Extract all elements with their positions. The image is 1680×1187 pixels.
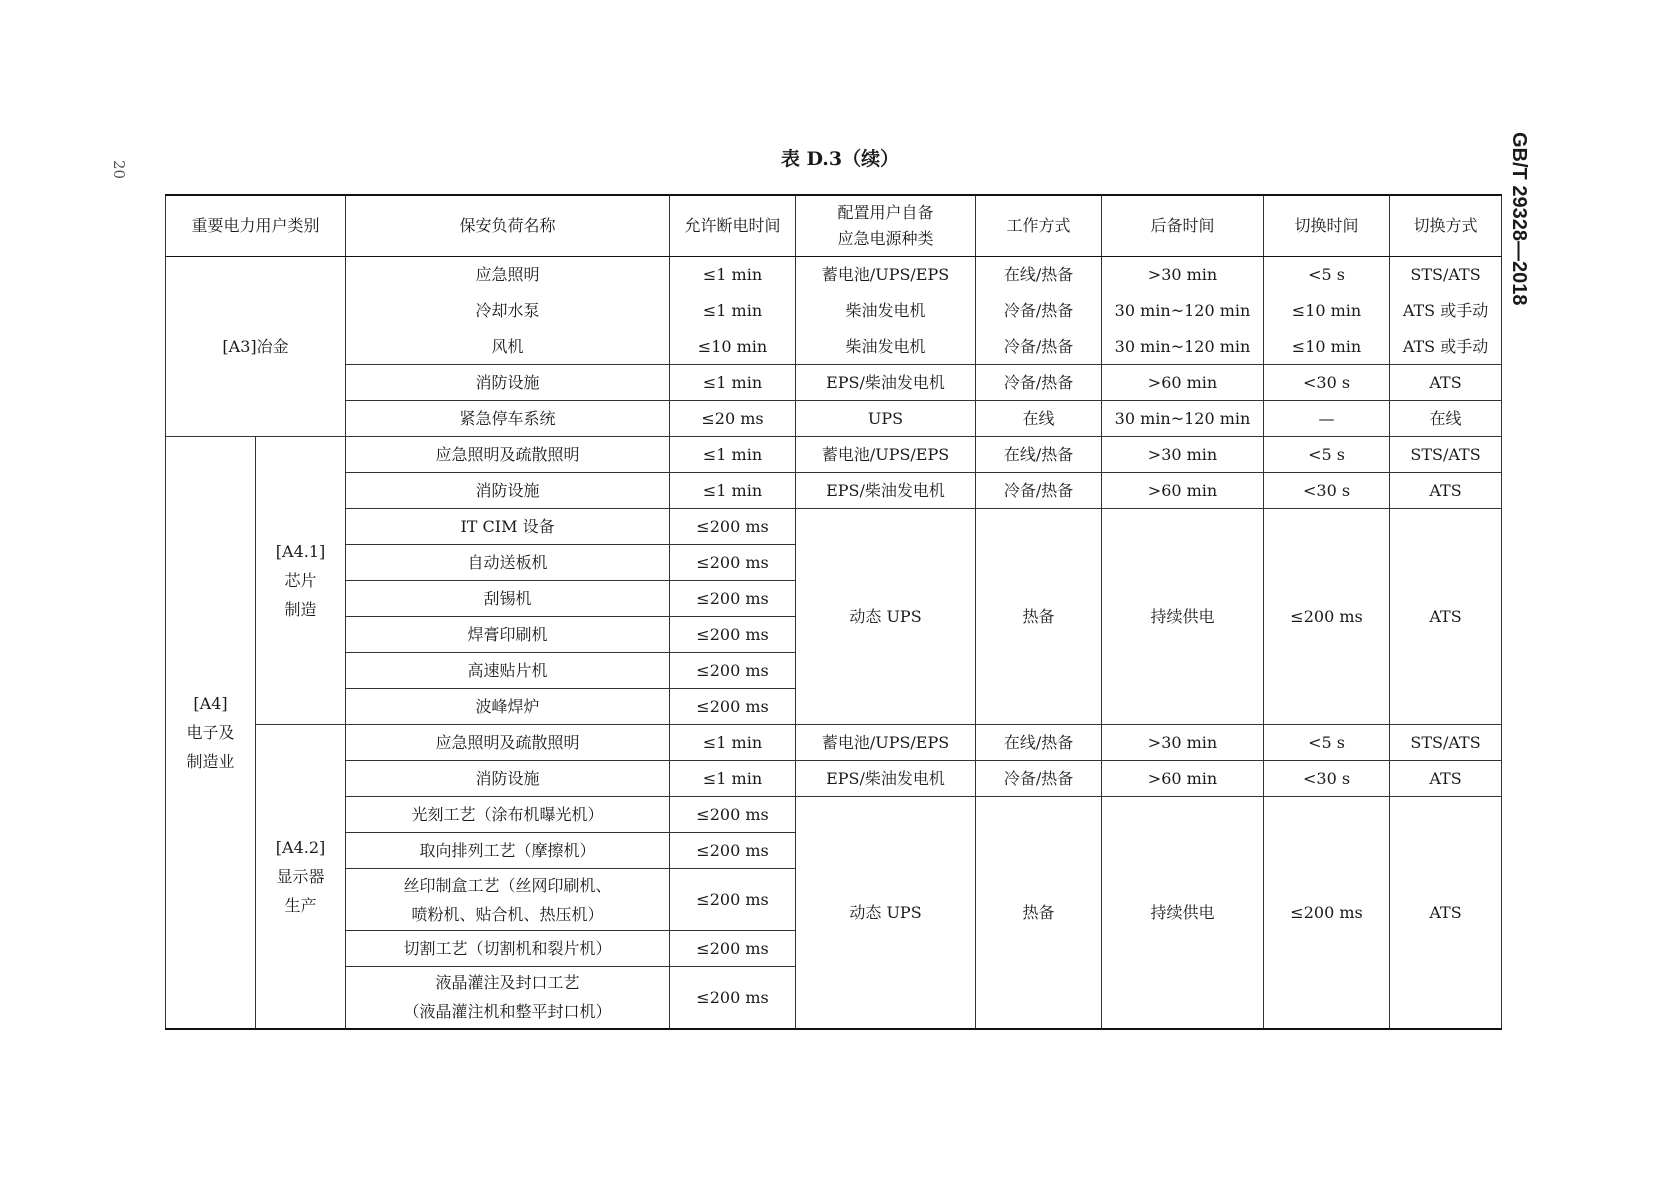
allowed-outage: ≤1 min [670,761,796,797]
load-name: IT CIM 设备 [346,509,670,545]
emergency-power-table [165,194,1502,1030]
allowed-outage: ≤20 ms [670,401,796,437]
table-row [166,725,1502,761]
work-mode-merged: 热备 [976,509,1102,725]
power-type: EPS/柴油发电机 [796,365,976,401]
switch-mode: STS/ATS [1390,437,1502,473]
load-name: 应急照明及疏散照明 [346,725,670,761]
standard-code: GB/T 29328—2018 [1508,132,1530,306]
header-load-name: 保安负荷名称 [346,195,670,257]
work-mode: 在线/热备 [976,257,1102,293]
load-name-line1: 液晶灌注及封口工艺 [435,973,580,993]
header-power-type-line2: 应急电源种类 [837,229,934,248]
category-a4-line3: 制造业 [186,751,235,771]
header-row [166,195,1502,257]
allowed-outage: ≤200 ms [670,545,796,581]
table-row [166,257,1502,293]
header-power-type [796,195,976,257]
allowed-outage: ≤1 min [670,293,796,329]
subcategory-a42-line3: 生产 [284,895,317,915]
table-row [166,437,1502,473]
switch-mode-merged: ATS [1390,509,1502,725]
load-name: 高速贴片机 [346,653,670,689]
backup-time: >60 min [1102,365,1264,401]
allowed-outage: ≤1 min [670,473,796,509]
work-mode: 冷备/热备 [976,365,1102,401]
work-mode: 冷备/热备 [976,473,1102,509]
category-a4 [166,437,256,1029]
subcategory-a41-line2: 芯片 [284,571,317,590]
subcategory-a42-line2: 显示器 [276,866,325,886]
header-category: 重要电力用户类别 [166,195,346,257]
load-name: 自动送板机 [346,545,670,581]
work-mode: 在线/热备 [976,437,1102,473]
header-backup-time: 后备时间 [1102,195,1264,257]
backup-time: >30 min [1102,725,1264,761]
subcategory-a41 [256,437,346,725]
allowed-outage: ≤200 ms [670,509,796,545]
load-name: 风机 [346,329,670,365]
work-mode: 在线 [976,401,1102,437]
power-type: 柴油发电机 [796,329,976,365]
backup-time: 30 min~120 min [1102,329,1264,365]
load-name: 焊膏印刷机 [346,617,670,653]
switch-time: <5 s [1264,437,1390,473]
power-type: 柴油发电机 [796,293,976,329]
power-type: 蓄电池/UPS/EPS [796,725,976,761]
backup-time: 30 min~120 min [1102,293,1264,329]
load-name: 应急照明及疏散照明 [346,437,670,473]
power-type: 蓄电池/UPS/EPS [796,437,976,473]
allowed-outage: ≤200 ms [670,833,796,869]
allowed-outage: ≤200 ms [670,869,796,931]
switch-mode: ATS [1390,473,1502,509]
power-type: EPS/柴油发电机 [796,761,976,797]
load-name: 消防设施 [346,365,670,401]
work-mode: 冷备/热备 [976,761,1102,797]
category-a3: [A3]冶金 [166,257,346,437]
backup-time-merged: 持续供电 [1102,797,1264,1029]
allowed-outage: ≤200 ms [670,617,796,653]
allowed-outage: ≤200 ms [670,797,796,833]
backup-time: 30 min~120 min [1102,401,1264,437]
load-name: 应急照明 [346,257,670,293]
header-switch-mode: 切换方式 [1390,195,1502,257]
allowed-outage: ≤200 ms [670,967,796,1029]
subcategory-a42-line1: [A4.2] [275,837,326,857]
load-name: 光刻工艺（涂布机曝光机） [346,797,670,833]
switch-time: — [1264,401,1390,437]
header-allowed-outage: 允许断电时间 [670,195,796,257]
load-name: 切割工艺（切割机和裂片机） [346,931,670,967]
header-work-mode: 工作方式 [976,195,1102,257]
header-power-type-line1: 配置用户自备 [837,203,934,222]
switch-time: ≤10 min [1264,293,1390,329]
table-row [166,401,1502,437]
power-type: UPS [796,401,976,437]
allowed-outage: ≤1 min [670,437,796,473]
header-switch-time: 切换时间 [1264,195,1390,257]
allowed-outage: ≤1 min [670,725,796,761]
switch-mode: ATS [1390,365,1502,401]
switch-time: <5 s [1264,257,1390,293]
switch-time: <5 s [1264,725,1390,761]
switch-mode: STS/ATS [1390,725,1502,761]
backup-time: >60 min [1102,761,1264,797]
backup-time: >30 min [1102,257,1264,293]
subcategory-a42 [256,725,346,1029]
load-name: 紧急停车系统 [346,401,670,437]
table-row [166,293,1502,329]
work-mode: 冷备/热备 [976,293,1102,329]
switch-time: <30 s [1264,365,1390,401]
table-row [166,365,1502,401]
allowed-outage: ≤1 min [670,257,796,293]
allowed-outage: ≤200 ms [670,689,796,725]
category-a4-line1: [A4] [193,693,228,713]
backup-time: >30 min [1102,437,1264,473]
power-type-merged: 动态 UPS [796,509,976,725]
table-row [166,509,1502,545]
work-mode: 冷备/热备 [976,329,1102,365]
allowed-outage: ≤200 ms [670,581,796,617]
table-row [166,761,1502,797]
page-number: 20 [110,160,128,180]
load-name: 冷却水泵 [346,293,670,329]
table-row [166,329,1502,365]
switch-mode: ATS 或手动 [1390,329,1502,365]
load-name-line2: 喷粉机、贴合机、热压机） [411,904,604,924]
switch-mode: ATS [1390,761,1502,797]
load-name: 消防设施 [346,473,670,509]
backup-time: >60 min [1102,473,1264,509]
subcategory-a41-line3: 制造 [284,600,317,619]
load-name: 波峰焊炉 [346,689,670,725]
load-name [346,869,670,931]
work-mode: 在线/热备 [976,725,1102,761]
switch-mode: ATS 或手动 [1390,293,1502,329]
switch-time-merged: ≤200 ms [1264,797,1390,1029]
table-row [166,797,1502,833]
switch-mode-merged: ATS [1390,797,1502,1029]
power-type: EPS/柴油发电机 [796,473,976,509]
subcategory-a41-line1: [A4.1] [275,542,326,561]
backup-time-merged: 持续供电 [1102,509,1264,725]
allowed-outage: ≤10 min [670,329,796,365]
switch-mode: 在线 [1390,401,1502,437]
allowed-outage: ≤200 ms [670,653,796,689]
switch-time: <30 s [1264,473,1390,509]
power-type: 蓄电池/UPS/EPS [796,257,976,293]
table-title: 表 D.3（续） [780,148,900,170]
category-a4-line2: 电子及 [186,722,235,742]
switch-time: ≤10 min [1264,329,1390,365]
load-name: 消防设施 [346,761,670,797]
allowed-outage: ≤200 ms [670,931,796,967]
allowed-outage: ≤1 min [670,365,796,401]
load-name: 刮锡机 [346,581,670,617]
load-name-line2: （液晶灌注机和整平封口机） [403,1002,612,1022]
load-name-line1: 丝印制盒工艺（丝网印刷机、 [403,875,612,895]
table-row [166,473,1502,509]
switch-time-merged: ≤200 ms [1264,509,1390,725]
switch-mode: STS/ATS [1390,257,1502,293]
switch-time: <30 s [1264,761,1390,797]
work-mode-merged: 热备 [976,797,1102,1029]
load-name [346,967,670,1029]
load-name: 取向排列工艺（摩擦机） [346,833,670,869]
power-type-merged: 动态 UPS [796,797,976,1029]
